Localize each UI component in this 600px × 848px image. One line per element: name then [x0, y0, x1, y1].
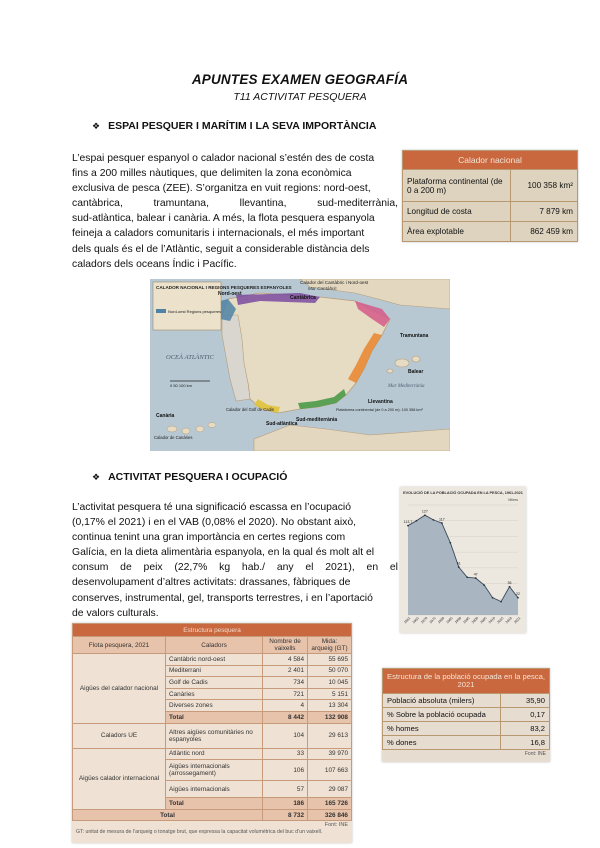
fish-row-gt: 13 304 — [308, 700, 352, 712]
calador-nacional-table — [402, 150, 578, 242]
fish-row-calador: Canàries — [166, 688, 263, 700]
diamond-bullet-icon: ❖ — [92, 472, 101, 482]
fish-row-calador: Cantàbric nord-oest — [166, 654, 263, 666]
fish-row-calador: Golf de Cadis — [166, 677, 263, 689]
pop-row-value: 0,17 — [501, 708, 550, 722]
fish-row-gt: 5 151 — [308, 688, 352, 700]
paragraph-line: desenvolupament d’altres activitats: drassanes, fàbriques de — [72, 577, 351, 589]
fish-row-n: 106 — [263, 760, 308, 781]
fish-total-gt: 165 726 — [308, 798, 352, 810]
chart-x-tick-label: 1970 — [420, 616, 429, 625]
chart-x-tick-label: 1975 — [428, 616, 437, 625]
chart-point — [416, 520, 418, 522]
fish-row-gt: 39 970 — [308, 748, 352, 760]
fishing-regions-map — [150, 279, 450, 451]
chart-point — [475, 577, 477, 579]
fish-row-calador: Atlàntic nord — [166, 748, 263, 760]
calador-row-label: Àrea explotable — [403, 222, 511, 242]
pop-row-label: % dones — [383, 736, 501, 750]
map-platform-note: Plataforma continental (de 0 a 200 m): 100 358 km² — [336, 408, 423, 412]
chart-point — [492, 597, 494, 599]
chart-ylabel: Milers — [508, 498, 518, 502]
population-chart — [400, 487, 526, 633]
chart-x-tick-label: 1965 — [411, 616, 420, 625]
pop-row-label: Població absoluta (milers) — [383, 694, 501, 708]
page-subtitle: T11 ACTIVITAT PESQUERA — [233, 91, 367, 103]
fish-group-name: Aigües del calador nacional — [73, 654, 166, 724]
section-heading-text: ESPAI PESQUER I MARÍTIM I LA SEVA IMPORTÀNCIA — [108, 120, 377, 132]
map-label-tramuntana: Tramuntana — [400, 333, 429, 339]
fish-grand-total-label: Total — [73, 809, 263, 821]
chart-data-label: 22 — [516, 592, 520, 597]
chart-data-label: 117 — [438, 517, 445, 522]
paragraph-activitat — [72, 500, 398, 621]
chart-point — [449, 542, 451, 544]
fish-header-col4: Mida: arqueig (GT) — [308, 637, 352, 654]
chart-x-tick-label: 2015 — [496, 616, 505, 625]
chart-point — [500, 601, 502, 603]
chart-point — [407, 525, 409, 527]
fish-group-name: Caladors UE — [73, 723, 166, 748]
fish-row-calador: Aigües internacionals — [166, 781, 263, 798]
map-label-calador-golf: Calador del Golf de Cadis — [226, 407, 274, 412]
paragraph-line: fins a 200 milles nàutiques, que delimiten la zona econòmica — [72, 168, 352, 180]
fish-row-gt: 10 045 — [308, 677, 352, 689]
pop-row-value: 83,2 — [501, 722, 550, 736]
fish-row-gt: 55 695 — [308, 654, 352, 666]
fish-row-n: 57 — [263, 781, 308, 798]
fish-row-n: 104 — [263, 723, 308, 748]
fish-total-n: 186 — [263, 798, 308, 810]
paragraph-line: conserves, instrumental, gel, transports terrestres, i en l’aportació — [72, 592, 373, 604]
chart-point — [432, 519, 434, 521]
fish-row-n: 734 — [263, 677, 308, 689]
chart-data-label: 127 — [421, 509, 428, 514]
calador-row-value: 7 879 km — [511, 202, 578, 222]
population-chart-svg — [400, 487, 526, 633]
map-label-top: Calador del Cantàbric i Nord-oest — [300, 280, 369, 285]
paragraph-line: cantàbrica, tramuntana, llevantina, sud-mediterrània, — [72, 198, 398, 210]
fish-row-n: 4 584 — [263, 654, 308, 666]
fish-row-calador: Aigües internacionals (arrossegament) — [166, 760, 263, 781]
population-structure-table — [382, 668, 550, 762]
map-label-canaria: Canària — [156, 413, 175, 419]
fish-table-source: Font: INE — [324, 822, 348, 829]
map-legend-title: CALADOR NACIONAL I REGIONS PESQUERES ESPANYOLES — [156, 285, 292, 290]
map-label-sudatl: Sud-atlàntica — [266, 421, 298, 427]
paragraph-line: Galícia, en la dieta alimentària espanyola, en la qual és molt alt el — [72, 547, 375, 559]
calador-table-title: Calador nacional — [403, 151, 578, 170]
chart-title: EVOLUCIÓ DE LA POBLACIÓ OCUPADA EN LA PESCA, 1961-2021 — [403, 491, 523, 495]
map-label-ocean: OCEÀ ATLÀNTIC — [166, 354, 214, 361]
paragraph-line: L’espai pesquer espanyol o calador nacional s’estén des de costa — [72, 153, 375, 164]
fish-total-gt: 132 908 — [308, 711, 352, 723]
chart-point — [483, 584, 485, 586]
fish-total-label: Total — [166, 711, 263, 723]
fish-row-n: 2 401 — [263, 665, 308, 677]
chart-x-tick-label: 1985 — [445, 616, 454, 625]
paragraph-line: feineja a caladors comunitaris i internacionals, el més important — [72, 228, 365, 240]
paragraph-line: sud-atlàntica, balear i canària. A més, la flota pesquera espanyola — [72, 213, 375, 225]
fish-header-col2: Caladors — [166, 637, 263, 654]
map-scale: 0 50 100 km — [170, 383, 193, 388]
page-title: APUNTES EXAMEN GEOGRAFÍA — [191, 72, 409, 87]
map-graphic — [150, 279, 450, 451]
chart-x-tick-label: 2000 — [470, 616, 480, 625]
pop-row-label: % Sobre la població ocupada — [383, 708, 501, 722]
paragraph-line: (0,17% el 2021) i en el VAB (0,08% el 2020). No obstant això, — [72, 517, 356, 529]
map-label-sea-med: Mar Mediterrània — [388, 384, 425, 389]
fish-row-gt: 29 087 — [308, 781, 352, 798]
chart-x-tick-label: 1961 — [403, 616, 412, 625]
paragraph-espai — [72, 151, 398, 272]
paragraph-line: exclusiva de pesca (ZEE). S’organitza en vuit regions: nord-oest, — [72, 183, 371, 195]
paragraph-line: caladors dels oceans Índic i Pacífic. — [72, 258, 237, 270]
pop-row-value: 35,90 — [501, 694, 550, 708]
fish-total-label: Total — [166, 798, 263, 810]
paragraph-line: L’activitat pesquera té una significació escassa en l’ocupació — [72, 502, 351, 513]
chart-x-tick-label: 1995 — [462, 616, 471, 625]
map-label-sea-cantabric: Mar Cantàbric — [308, 286, 337, 291]
map-label-sudmed: Sud-mediterrània — [296, 417, 338, 423]
fish-row-gt: 50 070 — [308, 665, 352, 677]
calador-row-value: 100 358 km² — [511, 170, 578, 202]
fish-table-title: Estructura pesquera — [73, 624, 352, 637]
paragraph-line: de valors culturals. — [72, 607, 159, 619]
fish-grand-total-gt: 326 846 — [308, 809, 352, 821]
chart-point — [458, 566, 460, 568]
map-label-llevantina: Llevantina — [368, 399, 393, 405]
chart-point — [517, 597, 519, 599]
fish-grand-total-n: 8 732 — [263, 809, 308, 821]
fish-structure-table — [72, 623, 352, 843]
fish-row-n: 4 — [263, 700, 308, 712]
fish-table-footnote: GT: unitat de mesura de l’arqueig o tonatge brut, que expressa la capacitat volumètrica del buc d’un vaixell. — [76, 829, 323, 836]
pop-table-source: Font: INE — [524, 751, 546, 757]
chart-point — [466, 576, 468, 578]
pop-row-value: 16,8 — [501, 736, 550, 750]
fish-row-gt: 29 613 — [308, 723, 352, 748]
chart-data-label: 36 — [507, 581, 512, 586]
chart-data-label: 61 — [456, 561, 461, 566]
chart-data-label: 47 — [473, 572, 478, 577]
paragraph-line: dels quals és el de l’Atlàntic, seguit a considerable distància dels — [72, 243, 370, 255]
chart-point — [424, 514, 426, 516]
map-label-calador-canaries: Calador de Canàries — [154, 435, 193, 440]
pop-row-label: % homes — [383, 722, 501, 736]
chart-data-label: 113,7 — [403, 520, 413, 525]
fish-header-col1: Flota pesquera, 2021 — [73, 637, 166, 654]
calador-row-label: Plataforma continental (de 0 a 200 m) — [403, 170, 511, 202]
calador-row-label: Longitud de costa — [403, 202, 511, 222]
chart-point — [509, 586, 511, 588]
chart-x-tick-label: 1980 — [437, 616, 446, 625]
fish-header-col3: Nombre de vaixells — [263, 637, 308, 654]
fish-row-calador: Mediterrani — [166, 665, 263, 677]
chart-point — [441, 522, 443, 524]
chart-x-tick-label: 1990 — [453, 616, 463, 625]
chart-x-tick-label: 2005 — [479, 616, 488, 625]
chart-x-tick-label: 2018 — [504, 616, 513, 625]
fish-row-calador: Diverses zones — [166, 700, 263, 712]
chart-x-tick-label: 2021 — [513, 616, 522, 625]
section-heading-espai — [92, 120, 376, 132]
fish-row-calador: Altres aigües comunitàries no espanyoles — [166, 723, 263, 748]
map-label-balear: Balear — [408, 369, 424, 375]
section-heading-text: ACTIVITAT PESQUERA I OCUPACIÓ — [108, 471, 288, 483]
diamond-bullet-icon: ❖ — [92, 121, 101, 131]
map-label-nordoest: Nord-oest — [218, 291, 242, 297]
map-label-cantabrica: Cantàbrica — [290, 295, 316, 301]
pop-table-title: Estructura de la població ocupada en la pesca, 2021 — [383, 669, 550, 694]
fish-total-n: 8 442 — [263, 711, 308, 723]
paragraph-line: continua tenint una gran importància en certes regions com — [72, 532, 346, 544]
map-legend-item: Nord-oest Regions pesqueres — [168, 309, 222, 314]
calador-row-value: 862 459 km — [511, 222, 578, 242]
fish-row-n: 33 — [263, 748, 308, 760]
paragraph-line: consum de peix (22,7% kg hab./ any el 2021), en el — [72, 562, 398, 574]
section-heading-activitat — [92, 471, 287, 483]
fish-row-n: 721 — [263, 688, 308, 700]
chart-x-tick-label: 2010 — [487, 616, 496, 625]
fish-row-gt: 107 663 — [308, 760, 352, 781]
fish-group-name: Aigües calador internacional — [73, 748, 166, 809]
